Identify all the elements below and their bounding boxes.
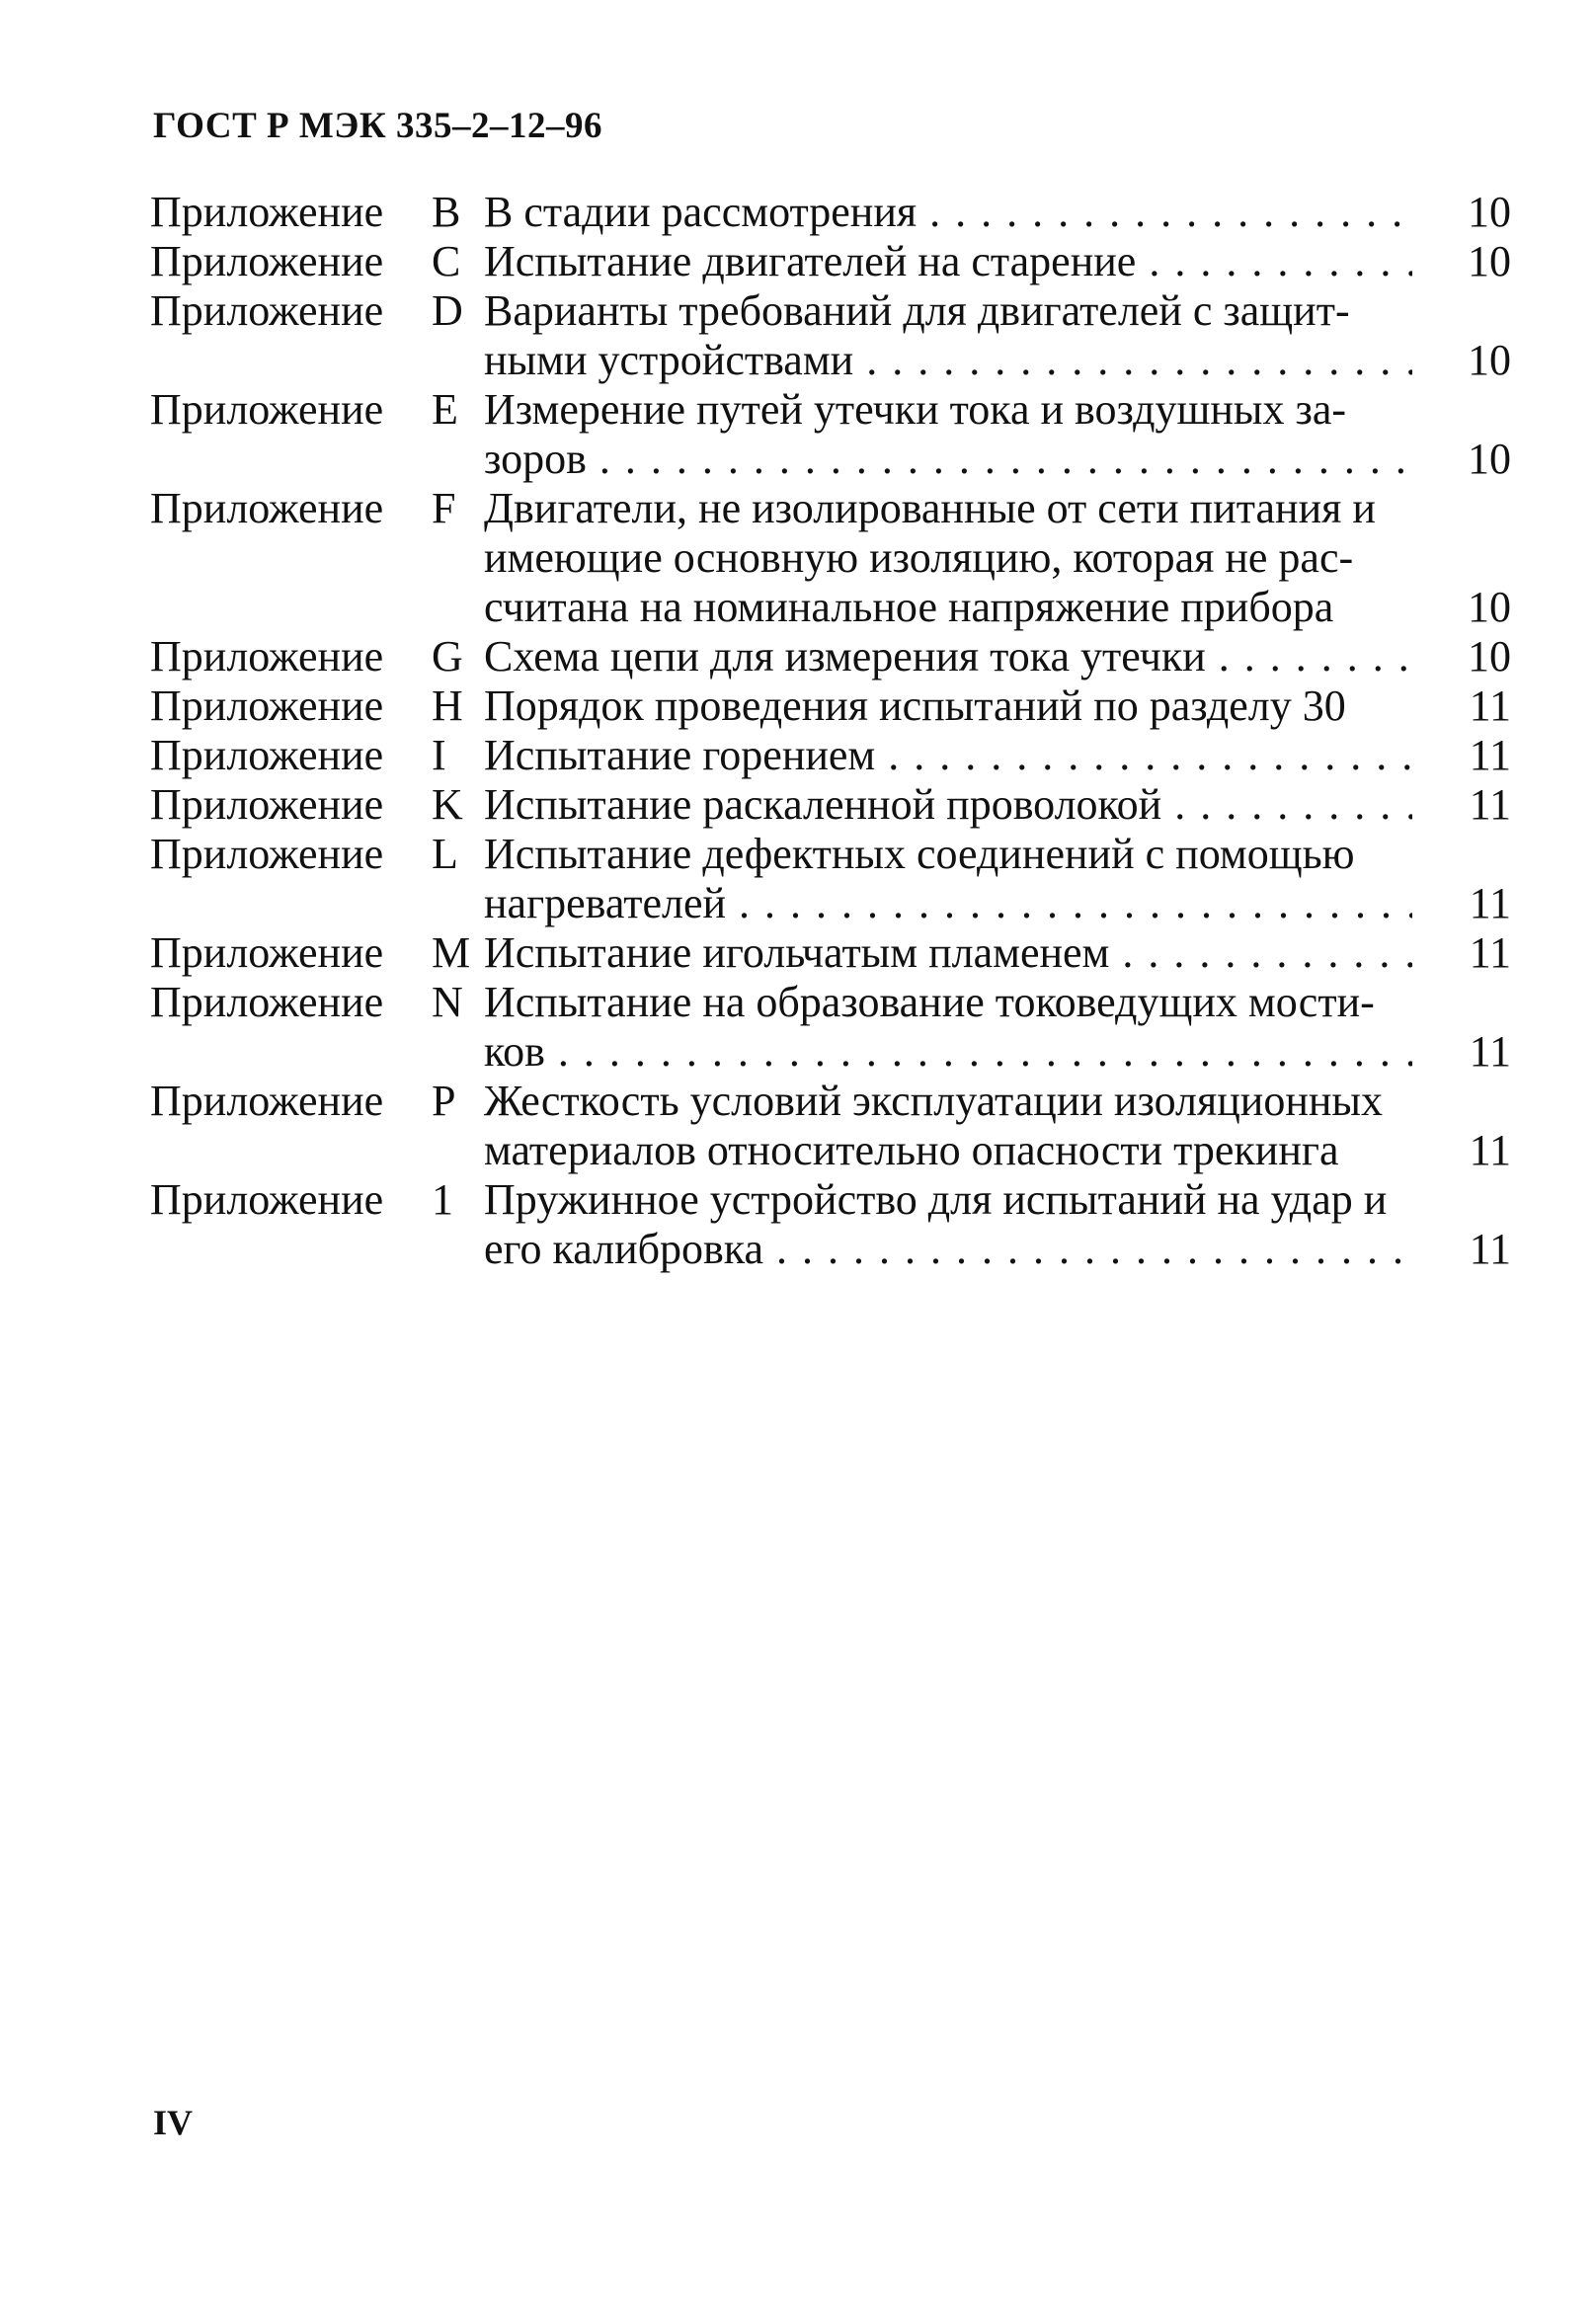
appendix-label: Приложение [150, 484, 384, 532]
appendix-title: Испытание горением . . . [484, 731, 1412, 780]
page-reference: 10 [1468, 188, 1511, 236]
appendix-letter: I [432, 731, 446, 779]
appendix-label: Приложение [150, 385, 384, 434]
appendix-title: ков . . . [484, 1027, 1412, 1077]
appendix-title: имеющие основную изоляцию, которая не рас- [484, 533, 1354, 582]
appendix-letter: C [432, 237, 461, 285]
toc-entry [150, 632, 1513, 681]
page-reference: 10 [1468, 237, 1511, 285]
toc-line [150, 928, 1513, 978]
page-reference: 11 [1469, 879, 1511, 927]
appendix-letter: F [432, 484, 456, 532]
appendix-letter: H [432, 681, 463, 730]
toc-line [150, 780, 1513, 830]
appendix-label: Приложение [150, 830, 384, 878]
appendix-title: Испытание на образование токоведущих мости- [484, 978, 1375, 1026]
toc-entry [150, 978, 1513, 1077]
appendix-letter: D [432, 286, 463, 335]
toc-line [150, 632, 1513, 681]
document-header: ГОСТ Р МЭК 335–2–12–96 [153, 106, 602, 146]
appendix-title: его калибровка . . . [484, 1225, 1412, 1274]
appendix-letter: E [432, 385, 458, 434]
toc-line [150, 237, 1513, 286]
appendix-title: материалов относительно опасности трекинга [484, 1126, 1339, 1174]
toc-line [150, 188, 1513, 237]
page-reference: 10 [1468, 583, 1511, 631]
page-number: IV [153, 2103, 194, 2142]
page-reference: 11 [1469, 780, 1511, 829]
toc-entry [150, 385, 1513, 484]
toc-line [150, 1126, 1513, 1175]
appendix-label: Приложение [150, 237, 384, 285]
toc-entry [150, 928, 1513, 978]
appendix-title: В стадии рассмотрения . . . [484, 188, 1412, 237]
toc-entry [150, 286, 1513, 385]
toc-line [150, 879, 1513, 928]
appendix-letter: G [432, 632, 463, 681]
appendix-label: Приложение [150, 188, 384, 236]
appendix-title: нагревателей . . . [484, 879, 1412, 928]
toc-line [150, 1175, 1513, 1225]
toc-entry [150, 1077, 1513, 1175]
appendix-label: Приложение [150, 286, 384, 335]
page-reference: 10 [1468, 336, 1511, 384]
page-reference: 11 [1469, 928, 1511, 977]
toc-line [150, 484, 1513, 533]
appendix-label: Приложение [150, 731, 384, 779]
toc-line [150, 1225, 1513, 1274]
toc-line [150, 286, 1513, 336]
appendix-title: Измерение путей утечки тока и воздушных за- [484, 385, 1347, 434]
appendix-letter: L [432, 830, 458, 878]
appendix-title: считана на номинальное напряжение прибора [484, 583, 1334, 631]
appendix-label: Приложение [150, 1077, 384, 1125]
page-reference: 10 [1468, 632, 1511, 681]
toc-entry [150, 731, 1513, 780]
toc-line [150, 830, 1513, 879]
appendix-letter: 1 [432, 1175, 453, 1224]
toc-line [150, 583, 1513, 632]
toc-line [150, 731, 1513, 780]
appendix-title: зоров . . . [484, 435, 1412, 484]
appendix-letter: K [432, 780, 463, 829]
appendix-title: Порядок проведения испытаний по разделу 30 [484, 681, 1346, 730]
toc-line [150, 336, 1513, 385]
toc-line [150, 1077, 1513, 1126]
toc-entry [150, 780, 1513, 830]
appendix-title: Испытание раскаленной проволокой . . . [484, 780, 1412, 830]
toc-entry [150, 1175, 1513, 1274]
appendix-title: Испытание дефектных соединений с помощью [484, 830, 1355, 878]
appendix-title: Жесткость условий эксплуатации изоляционных [484, 1077, 1383, 1125]
page-reference: 11 [1469, 1126, 1511, 1174]
table-of-contents [150, 188, 1513, 1274]
toc-entry [150, 188, 1513, 237]
appendix-title: Испытание двигателей на старение . . . [484, 237, 1412, 286]
appendix-letter: P [432, 1077, 456, 1125]
page-reference: 11 [1469, 1225, 1511, 1273]
toc-entry [150, 681, 1513, 731]
appendix-letter: N [432, 978, 463, 1026]
page-reference: 11 [1469, 1027, 1511, 1076]
toc-line [150, 533, 1513, 583]
appendix-title: Схема цепи для измерения тока утечки . . . [484, 632, 1412, 681]
toc-line [150, 681, 1513, 731]
appendix-letter: M [432, 928, 471, 977]
appendix-title: ными устройствами . . . [484, 336, 1412, 385]
appendix-label: Приложение [150, 632, 384, 681]
appendix-title: Двигатели, не изолированные от сети питания и [484, 484, 1376, 532]
toc-entry [150, 484, 1513, 632]
page-reference: 11 [1469, 731, 1511, 779]
appendix-letter: B [432, 188, 461, 236]
toc-entry [150, 237, 1513, 286]
toc-line [150, 385, 1513, 435]
appendix-label: Приложение [150, 928, 384, 977]
appendix-title: Пружинное устройство для испытаний на удар и [484, 1175, 1388, 1224]
appendix-title: Испытание игольчатым пламенем . . . [484, 928, 1412, 978]
page-reference: 11 [1469, 681, 1511, 730]
toc-line [150, 978, 1513, 1027]
toc-line [150, 435, 1513, 484]
toc-line [150, 1027, 1513, 1077]
appendix-label: Приложение [150, 978, 384, 1026]
appendix-label: Приложение [150, 1175, 384, 1224]
appendix-title: Варианты требований для двигателей с защит- [484, 286, 1350, 335]
appendix-label: Приложение [150, 681, 384, 730]
appendix-label: Приложение [150, 780, 384, 829]
page-reference: 10 [1468, 435, 1511, 483]
toc-entry [150, 830, 1513, 928]
